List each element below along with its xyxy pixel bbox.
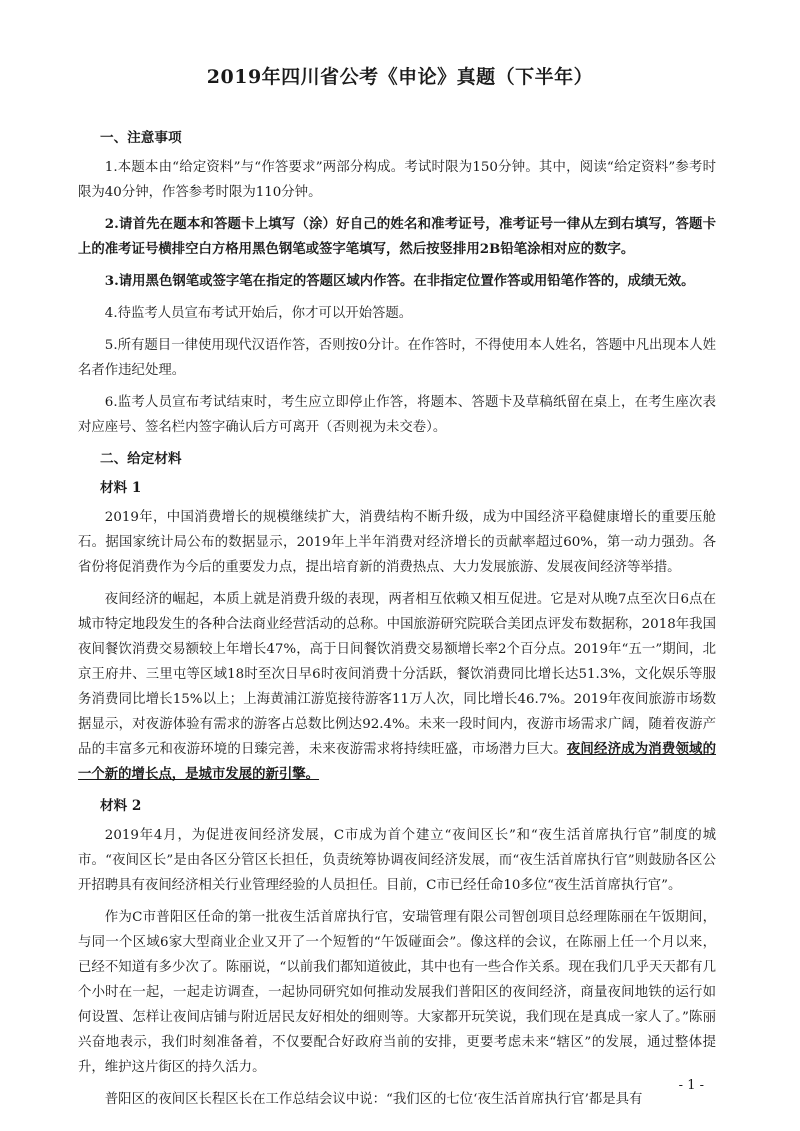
note-item-5: 5.所有题目一律使用现代汉语作答，否则按0分计。在作答时，不得使用本人姓名，答题中凡出现本人姓名者作违纪处理。	[78, 338, 716, 378]
material-1-paragraph-2	[78, 587, 716, 787]
note-item-2: 2.请首先在题本和答题卡上填写（涂）好自己的姓名和准考证号，准考证号一律从左到右填写，答题卡上的准考证号横排空白方格用黑色钢笔或签字笔填写，然后按竖排用2B铅笔涂相对应的数字。	[78, 216, 716, 257]
section-heading-notes: 一、注意事项	[100, 130, 182, 146]
note-item-3: 3.请用黑色钢笔或签字笔在指定的答题区域内作答。在非指定位置作答或用铅笔作答的，成绩无效。	[104, 273, 695, 289]
material-1-label: 材料 1	[100, 480, 142, 496]
note-item-6: 6.监考人员宣布考试结束时，考生应立即停止作答，将题本、答题卡及草稿纸留在桌上，在考生座次表对应座号、签名栏内签字确认后方可离开（否则视为未交卷）。	[78, 395, 716, 435]
material-1-paragraph-2-text: 夜间经济的崛起，本质上就是消费升级的表现，两者相互依赖又相互促进。它是对从晚7点至次日6点在城市特定地段发生的各种合法商业经营活动的总称。中国旅游研究院联合美团点评发布数据称，2018年我国夜间餐饮消费交易额较上年增长47%，高于日间餐饮消费交易额增长率2个百分点。2019年“五一”期间，北京王府井、三里屯等区域18时至次日早6时夜间消费十分活跃，餐饮消费同比增长达51.3%，文化娱乐等服务消费同比增长15%以上；上海黄浦江游览接待游客11万人次，同比增长46.7%。2019年夜间旅游市场数据显示，对夜游体验有需求的游客占总数比例达92.4%。未来一段时间内，夜游市场需求广阔，随着夜游产品的丰富多元和夜游环境的日臻完善，未来夜游需求将持续旺盛，市场潜力巨大。	[78, 592, 716, 757]
material-2-paragraph-1: 2019年4月，为促进夜间经济发展，C市成为首个建立“夜间区长”和“夜生活首席执行官”制度的城市。“夜间区长”是由各区分管区长担任，负责统筹协调夜间经济发展，而“夜生活首席执行官”则鼓励各区公开招聘具有夜间经济相关行业管理经验的人员担任。目前，C市已经任命10多位“夜生活首席执行官”。	[78, 828, 716, 893]
material-1-paragraph-1: 2019年，中国消费增长的规模继续扩大，消费结构不断升级，成为中国经济平稳健康增长的重要压舱石。据国家统计局公布的数据显示，2019年上半年消费对经济增长的贡献率超过60%，第一动力强劲。各省份将促消费作为今后的重要发力点，提出培育新的消费热点、大力发展旅游、发展夜间经济等举措。	[78, 510, 716, 575]
document-body	[78, 120, 716, 1118]
page-number: - 1 -	[678, 1078, 704, 1093]
page-title: 2019年四川省公考《申论》真题（下半年）	[206, 66, 594, 88]
section-heading-materials: 二、给定材料	[100, 451, 182, 467]
note-item-4: 4.待监考人员宣布考试开始后，你才可以开始答题。	[104, 306, 413, 321]
material-2-label: 材料 2	[100, 798, 142, 814]
note-item-1: 1.本题本由“给定资料”与“作答要求”两部分构成。考试时限为150分钟。其中，阅读“给定资料”参考时限为40分钟，作答参考时限为110分钟。	[78, 160, 716, 200]
material-1-emphasis: 夜间经济成为消费领域的一个新的增长点，是城市发展的新引擎。	[78, 741, 717, 782]
material-2-paragraph-3: 普阳区的夜间区长程区长在工作总结会议中说：“我们区的七位‘夜生活首席执行官’都是具有	[104, 1092, 643, 1107]
material-2-paragraph-2: 作为C市普阳区任命的第一批夜生活首席执行官，安瑞管理有限公司智创项目总经理陈丽在午饭期间，与同一个区域6家大型商业企业又开了一个短暂的“午饭碰面会”。像这样的会议，在陈丽上任一个月以来，已经不知道有多少次了。陈丽说，“以前我们都知道彼此，其中也有一些合作关系。现在我们几乎天天都有几个小时在一起，一起走访调查，一起协同研究如何推动发展我们普阳区的夜间经济，商量夜间地铁的运行如何设置、怎样让夜间店铺与附近居民友好相处的细则等。大家都开玩笑说，我们现在是真成一家人了。”陈丽兴奋地表示，我们时刻准备着，不仅要配合好政府当前的安排，更要考虑未来“辖区”的发展，通过整体提升，维护这片街区的持久活力。	[78, 910, 716, 1075]
